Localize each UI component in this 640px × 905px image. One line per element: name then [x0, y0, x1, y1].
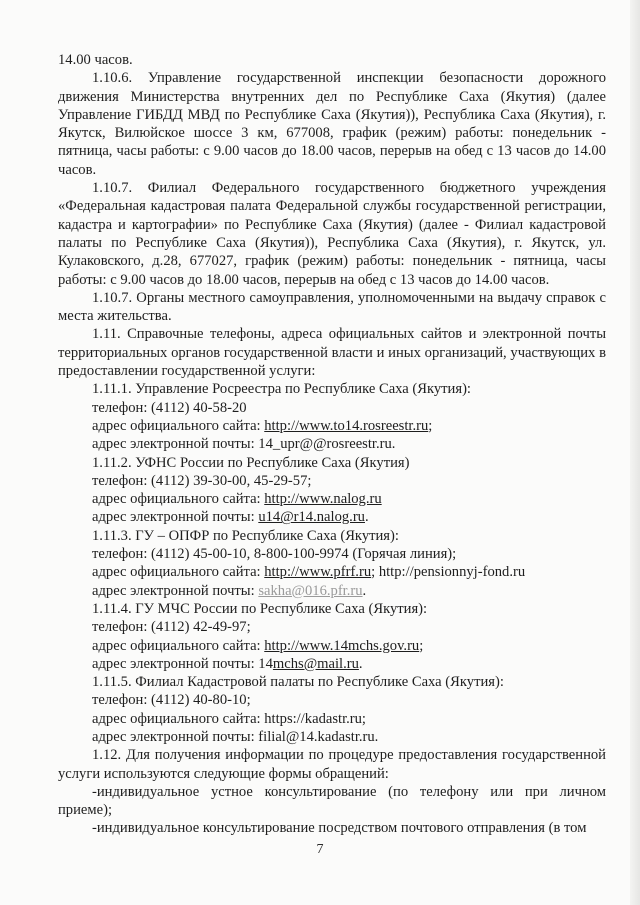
contact-phone: телефон: (4112) 40-58-20	[92, 399, 247, 416]
contact-phone: телефон: (4112) 39-30-00, 45-29-57;	[92, 472, 312, 489]
contact-site: адрес официального сайта: http://www.nalog.ru	[92, 491, 382, 508]
site-link[interactable]: http://www.to14.rosreestr.ru	[264, 417, 429, 434]
contact-heading: 1.11.1. Управление Росреестра по Республике Саха (Якутия):	[92, 381, 471, 398]
contact-kadastr	[58, 673, 606, 746]
contact-email: адрес электронной почты: 14_upr@@rosreestr.ru.	[92, 436, 396, 453]
contact-site: адрес официального сайта: http://www.pfrf.ru; http://pensionnyj-fond.ru	[92, 564, 526, 581]
contact-site: адрес официального сайта: http://www.to14.rosreestr.ru;	[92, 417, 433, 434]
email-link[interactable]: mchs@mail.ru	[272, 655, 359, 672]
paragraph-1-10-6-gibdd: 1.10.6. Управление государственной инспекции безопасности дорожного движения Министерства внутренних дел по Республике Саха (Якутия) (далее Управление ГИБДД МВД по Республике Саха (Якутия)), Республика Саха (Якутия), г. Якутск, Вилюйское шоссе 3 км, 677008, график (режим) работы: понедельник - пятница, часы работы: с 9.00 часов до 18.00 часов, перерыв на обед с 13 часов до 14.00 часов.	[58, 70, 606, 178]
contact-email: адрес электронной почты: sakha@016.pfr.ru.	[92, 582, 367, 599]
contact-email: адрес электронной почты: filial@14.kadastr.ru.	[92, 728, 379, 745]
list-item-oral-consulting: -индивидуальное устное консультирование (по телефону или при личном приеме);	[58, 783, 606, 819]
contact-site: адрес официального сайта: https://kadastr.ru;	[92, 710, 366, 727]
contact-phone: телефон: (4112) 45-00-10, 8-800-100-9974 (Горячая линия);	[92, 546, 457, 563]
site-link[interactable]: http://www.14mchs.gov.ru	[264, 637, 420, 654]
contact-email: адрес электронной почты: 14mchs@mail.ru.	[92, 655, 363, 672]
site-link[interactable]: http://www.pfrf.ru	[264, 564, 372, 581]
contact-rosreestr	[58, 380, 606, 453]
paragraph-1-12-forms: 1.12. Для получения информации по процедуре предоставления государственной услуги используются следующие формы обращений:	[58, 747, 606, 782]
email-link[interactable]: u14@r14.nalog.ru	[258, 509, 365, 526]
contact-heading: 1.11.2. УФНС России по Республике Саха (Якутия)	[92, 454, 410, 471]
document-body	[58, 51, 606, 838]
contact-mchs	[58, 600, 606, 673]
contact-phone: телефон: (4112) 40-80-10;	[92, 692, 251, 709]
paragraph-1-10-7-cadastral-chamber: 1.10.7. Филиал Федерального государственного бюджетного учреждения «Федеральная кадастровая палата Федеральной службы государственной регистрации, кадастра и картографии» по Республике Саха (Якутия) (далее - Филиал кадастровой палаты по Республике Саха (Якутия)), Республика Саха (Якутия), г. Якутск, ул. Кулаковского, д.28, 677027, график (режим) работы: понедельник - пятница, часы работы: с 9.00 часов до 18.00 часов, перерыв на обед с 13 часов до 14.00 часов.	[58, 180, 606, 288]
contact-heading: 1.11.3. ГУ – ОПФР по Республике Саха (Якутия):	[92, 527, 399, 544]
contact-heading: 1.11.4. ГУ МЧС России по Республике Саха (Якутия):	[92, 600, 428, 617]
contact-phone: телефон: (4112) 42-49-97;	[92, 619, 251, 636]
paragraph-1-11-reference-phones: 1.11. Справочные телефоны, адреса официальных сайтов и электронной почты территориальных органов государственной власти и иных организаций, участвующих в предоставлении государственной услуги:	[58, 326, 606, 380]
contact-email: адрес электронной почты: u14@r14.nalog.ru.	[92, 509, 369, 526]
paragraph-continuation: 14.00 часов.	[58, 52, 133, 68]
page-number: 7	[316, 842, 324, 857]
contact-ufns	[58, 454, 606, 527]
contact-opfr	[58, 527, 606, 600]
email-link-faded[interactable]: sakha@016.pfr.ru	[258, 582, 363, 599]
list-item-postal-consulting: -индивидуальное консультирование посредством почтового отправления (в том	[92, 820, 587, 837]
contact-site: адрес официального сайта: http://www.14mchs.gov.ru;	[92, 637, 424, 654]
contact-heading: 1.11.5. Филиал Кадастровой палаты по Республике Саха (Якутия):	[92, 674, 504, 691]
page-edge-shadow	[630, 0, 640, 905]
site-link[interactable]: http://www.nalog.ru	[264, 491, 382, 508]
paragraph-1-10-7-local-government: 1.10.7. Органы местного самоуправления, уполномоченными на выдачу справок с места жительства.	[58, 289, 606, 325]
